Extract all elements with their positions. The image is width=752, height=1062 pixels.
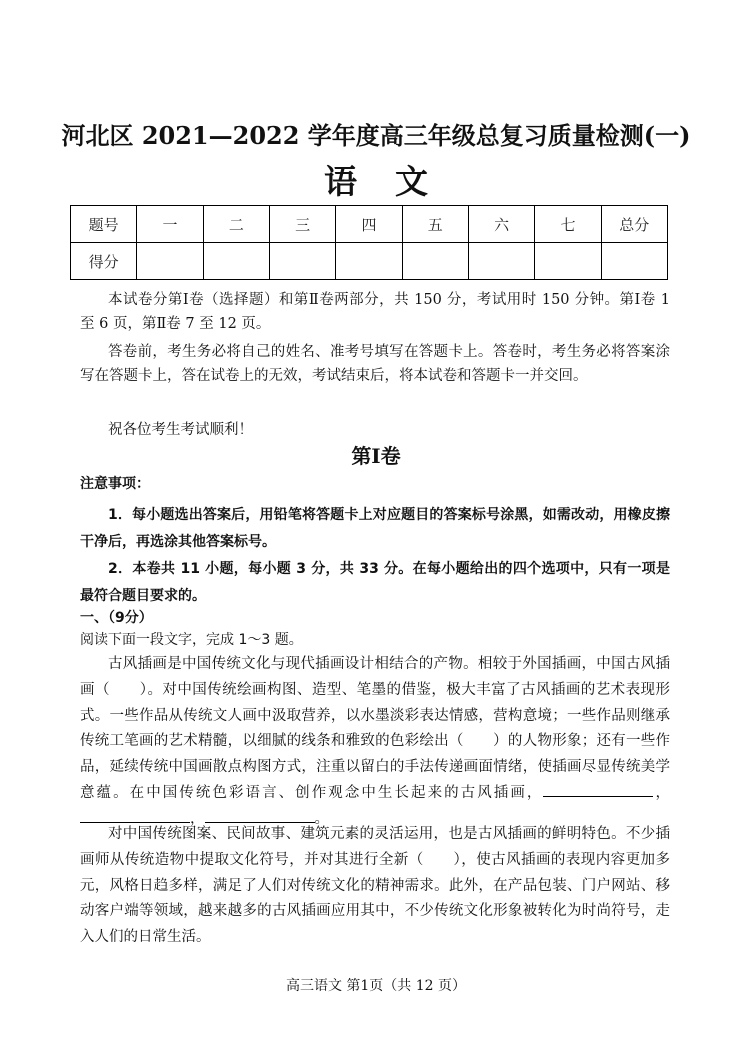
score-empty-cell [137,243,203,280]
score-empty-cell [468,243,534,280]
score-empty-cell [601,243,667,280]
answer-blank [543,782,653,797]
score-cell: 四 [336,206,402,243]
passage-paragraph-1 [80,652,670,833]
score-empty-cell [402,243,468,280]
exam-title: 河北区 2021—2022 学年度高三年级总复习质量检测(一) [61,121,691,150]
subject-title: 语文 [324,162,466,201]
notice-item-1: 1．每小题选出答案后，用铅笔将答题卡上对应题目的答案标号涂黑，如需改动，用橡皮擦干净后，再选涂其他答案标号。 [80,507,670,550]
score-cell: 题号 [71,206,137,243]
blank-separator: ， [190,810,205,827]
score-table-header-row [71,206,668,243]
score-empty-cell [269,243,335,280]
score-empty-cell [203,243,269,280]
passage-text: 古风插画是中国传统文化与现代插画设计相结合的产物。相较于外国插画，中国古风插画（ ）。对中国传统绘画构图、造型、笔墨的借鉴，极大丰富了古风插画的艺术表现形式。一些作品从传统文人画中汲取营养，以水墨淡彩表达情感，营构意境；一些作品则继承传统工笔画的艺术精髓，以细腻的线条和雅致的色彩绘出（ ）的人物形象；还有一些作品，延续传统中国画散点构图方式，注重以留白的手法传递画面情绪，使插画尽显传统美学意蕴。在中国传统色彩语言、创作观念中生长起来的古风插画， [80,656,670,801]
notice-heading: 注意事项： [80,476,150,492]
score-empty-cell [535,243,601,280]
part-heading: 一、（9分） [80,610,153,626]
blank-separator: ， [653,784,671,801]
score-cell: 总分 [601,206,667,243]
passage-paragraph-2: 对中国传统图案、民间故事、建筑元素的灵活运用，也是古风插画的鲜明特色。不少插画师从传统造物中提取文化符号，并对其进行全新（ ），使古风插画的表现内容更加多元，风格日趋多样，满足了人们对传统文化的精神需求。此外，在产品包装、门户网站、移动客户端等领域，越来越多的古风插画应用其中，不少传统文化形象被转化为时尚符号，走入人们的日常生活。 [80,826,670,946]
score-cell: 一 [137,206,203,243]
score-empty-cell [336,243,402,280]
intro-paragraph-2: 答卷前，考生务必将自己的姓名、准考号填写在答题卡上。答卷时，考生务必将答案涂写在答题卡上，答在试卷上的无效，考试结束后，将本试卷和答题卡一并交回。 [80,344,670,384]
score-cell: 六 [468,206,534,243]
score-table [70,205,668,280]
score-row-label: 得分 [71,243,137,280]
score-table-score-row [71,243,668,280]
page-footer: 高三语文 第1页（共 12 页） [285,978,467,994]
answer-blank [80,808,190,823]
section-title: 第Ⅰ卷 [351,444,401,468]
passage-end: 。 [314,810,329,827]
score-cell: 三 [269,206,335,243]
reading-instruction: 阅读下面一段文字，完成 1～3 题。 [80,632,303,648]
notice-item-2: 2．本卷共 11 小题，每小题 3 分，共 33 分。在每小题给出的四个选项中，只有一项是最符合题目要求的。 [80,561,670,604]
score-cell: 五 [402,206,468,243]
intro-paragraph-1: 本试卷分第Ⅰ卷（选择题）和第Ⅱ卷两部分，共 150 分，考试用时 150 分钟。第Ⅰ卷 1 至 6 页，第Ⅱ卷 7 至 12 页。 [80,292,670,332]
intro-paragraph-3: 祝各位考生考试顺利！ [108,422,253,438]
score-cell: 二 [203,206,269,243]
answer-blank [205,808,315,823]
score-cell: 七 [535,206,601,243]
